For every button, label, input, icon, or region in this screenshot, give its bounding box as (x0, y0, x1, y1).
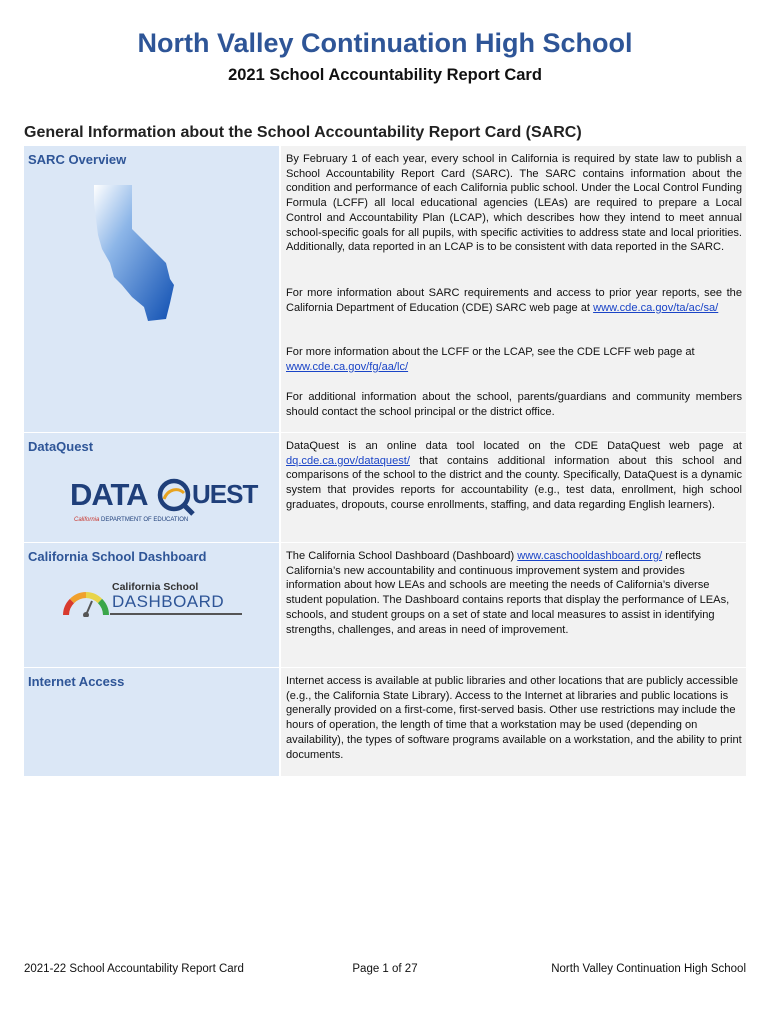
sarc-overview-label-cell (24, 146, 279, 432)
sarc-paragraph-2-text: For more information about SARC requirements and access to prior year reports, see the California Department of Education (CDE) SARC web page at (286, 287, 742, 314)
dataquest-paragraph (286, 439, 742, 513)
row-internet-access (24, 668, 746, 777)
dataquest-logo-text-uest: UEST (192, 479, 258, 509)
dashboard-content-cell (281, 543, 746, 667)
dashboard-label: California School Dashboard (28, 549, 207, 564)
sarc-paragraph-2 (286, 286, 742, 315)
footer-left: 2021-22 School Accountability Report Card (24, 963, 244, 975)
dataquest-paragraph-text-2: that contains additional information about this school and comparisons of the school to the district and the county. Specifically, DataQuest is a dynamic system that provides reports for accountability (e.g., test data, enrollment, high school graduates, dropouts, course enrollments, staffing, and data regarding English learners). (286, 454, 742, 511)
internet-access-label: Internet Access (28, 674, 125, 689)
footer-page-number: Page 1 of 27 (352, 963, 418, 975)
dashboard-paragraph-text-2: reflects California’s new accountability and continuous improvement system and provides information about how LEAs and schools are meeting the needs of California’s diverse student population. The Dashboard contains reports that display the performance of LEAs, schools, and student groups on a set of state and local measures to assist in identifying strengths, challenges, and areas in need of improvement. (286, 550, 730, 636)
section-heading: General Information about the School Accountability Report Card (SARC) (24, 124, 582, 141)
sarc-overview-label: SARC Overview (28, 152, 127, 167)
row-sarc-overview (24, 146, 746, 433)
page-subtitle: 2021 School Accountability Report Card (228, 66, 542, 84)
california-map-image (92, 179, 192, 324)
dataquest-content-cell (281, 433, 746, 542)
dataquest-paragraph-text-1: DataQuest is an online data tool located on the CDE DataQuest web page at (286, 440, 742, 452)
sarc-paragraph-3-text: For more information about the LCFF or the LCAP, see the CDE LCFF web page at (286, 346, 695, 358)
dataquest-logo (70, 477, 258, 529)
dashboard-web-page-link[interactable]: www.caschooldashboard.org/ (517, 550, 663, 562)
dashboard-gauge-icon (62, 587, 110, 617)
dataquest-web-page-link[interactable]: dq.cde.ca.gov/dataquest/ (286, 454, 410, 467)
dashboard-label-cell (24, 543, 279, 667)
sarc-paragraph-4: For additional information about the school, parents/guardians and community members should contact the school principal or the district office. (286, 391, 742, 418)
internet-access-content-cell (281, 668, 746, 776)
dataquest-logo-subtitle: DEPARTMENT OF EDUCATION (101, 517, 189, 523)
sarc-web-page-link[interactable]: www.cde.ca.gov/ta/ac/sa/ (593, 301, 719, 314)
dataquest-label: DataQuest (28, 439, 94, 454)
page-title: North Valley Continuation High School (137, 28, 633, 58)
internet-access-paragraph: Internet access is available at public libraries and other locations that are publicly accessible (e.g., the California State Library). Access to the Internet at libraries and public locations is generally provided on a first-come, first-served basis. Other use restrictions may include the hours of operation, the length of time that a workstation may be used (depending on availability), the types of software programs available on a workstation, and the ability to print documents. (286, 675, 742, 761)
row-dataquest (24, 433, 746, 543)
sarc-overview-content-cell (281, 146, 746, 432)
lcff-web-page-link[interactable]: www.cde.ca.gov/fg/aa/lc/ (286, 360, 409, 373)
internet-access-label-cell (24, 668, 279, 776)
dashboard-logo-underline (110, 613, 242, 615)
sarc-paragraph-1: By February 1 of each year, every school in California is required by state law to publish a School Accountability Report Card (SARC). The SARC contains information about the condition and performance of each California public school. Under the Local Control Funding Formula (LCFF) all local educational agencies (LEAs) are required to prepare a Local Control and Accountability Plan (LCAP), which describes how they intend to meet annual school-specific goals for all pupils, with specific activities to address state and local priorities. Additionally, data reported in an LCAP is to be consistent with data reported in the SARC. (286, 153, 742, 254)
dataquest-magnifier-icon (156, 477, 196, 517)
dashboard-paragraph-text-1: The California School Dashboard (Dashboard) (286, 550, 515, 562)
dashboard-logo-line1: California School (112, 581, 199, 593)
sarc-paragraph-3 (286, 345, 742, 374)
row-california-school-dashboard (24, 543, 746, 668)
dashboard-logo (62, 581, 244, 621)
dashboard-paragraph (286, 549, 742, 637)
dataquest-logo-script: California (74, 517, 100, 523)
dataquest-logo-text-data: DATA (70, 477, 148, 512)
footer-right: North Valley Continuation High School (551, 963, 746, 975)
dataquest-label-cell (24, 433, 279, 542)
dashboard-logo-line2: DASHBOARD (112, 592, 225, 611)
